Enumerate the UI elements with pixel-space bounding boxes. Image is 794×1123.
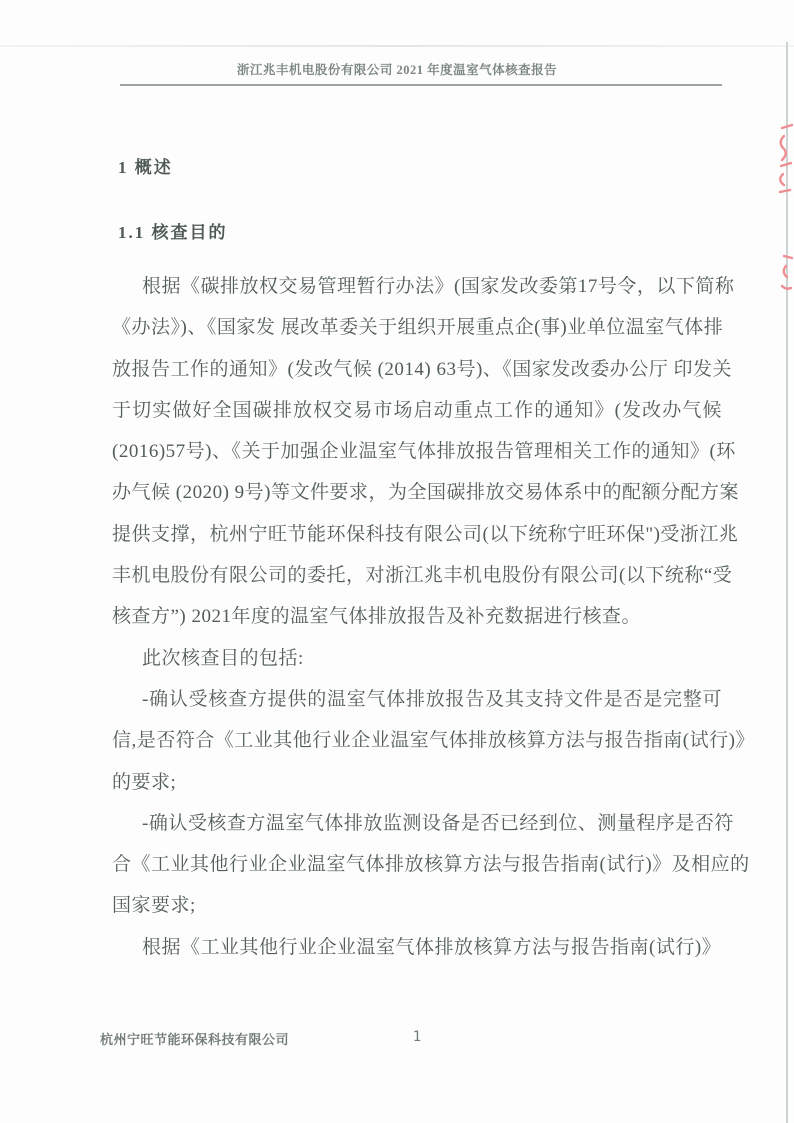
scan-artifact-line	[0, 45, 794, 47]
section-heading: 1 概述	[118, 158, 173, 177]
red-pen-annotation-mark	[770, 252, 794, 296]
page-number: 1	[412, 1029, 422, 1045]
header-rule	[120, 84, 722, 86]
body-line: 核查方”) 2021年度的温室气体排放报告及补充数据进行核查。	[112, 606, 642, 628]
body-line: 根据《碳排放权交易管理暂行办法》(国家发改委第17号令，以下简称	[142, 276, 735, 297]
body-line: -确认受核查方提供的温室气体排放报告及其支持文件是否是完整可	[142, 688, 722, 710]
body-line: 根据《工业其他行业企业温室气体排放核算方法与报告指南(试行)》	[142, 936, 722, 958]
body-line: 此次核查目的包括:	[142, 647, 304, 669]
body-line: 《办法》)、《国家发 展改革委关于组织开展重点企(事)业单位温室气体排	[112, 317, 724, 339]
body-line: 于切实做好全国碳排放权交易市场启动重点工作的通知》(发改办气候	[112, 399, 722, 421]
body-line: -确认受核查方温室气体排放监测设备是否已经到位、测量程序是否符	[142, 812, 734, 834]
subsection-heading: 1.1 核查目的	[118, 223, 228, 242]
body-line: (2016)57号)、《关于加强企业温室气体排放报告管理相关工作的通知》(环	[112, 441, 736, 463]
body-line: 国家要求;	[112, 895, 196, 917]
body-line: 信,是否符合《工业其他行业企业温室气体排放核算方法与报告指南(试行)》	[112, 730, 755, 752]
page-edge-line	[786, 42, 788, 1123]
running-header-title: 浙江兆丰机电股份有限公司 2021 年度温室气体核查报告	[236, 63, 558, 77]
body-line: 的要求;	[112, 771, 177, 793]
footer-company-name: 杭州宁旺节能环保科技有限公司	[100, 1032, 290, 1047]
red-pen-annotation-mark	[770, 122, 794, 200]
body-line: 合《工业其他行业企业温室气体排放核算方法与报告指南(试行)》及相应的	[112, 854, 750, 876]
body-line: 办气候 (2020) 9号)等文件要求，为全国碳排放交易体系中的配额分配方案	[112, 482, 739, 504]
body-line: 放报告工作的通知》(发改气候 (2014) 63号)、《国家发改委办公厅 印发关	[112, 358, 733, 380]
document-body	[112, 266, 755, 968]
body-line: 丰机电股份有限公司的委托，对浙江兆丰机电股份有限公司(以下统称“受	[112, 565, 733, 587]
body-line: 提供支撑，杭州宁旺节能环保科技有限公司(以下统称宁旺环保")受浙江兆	[112, 523, 739, 545]
